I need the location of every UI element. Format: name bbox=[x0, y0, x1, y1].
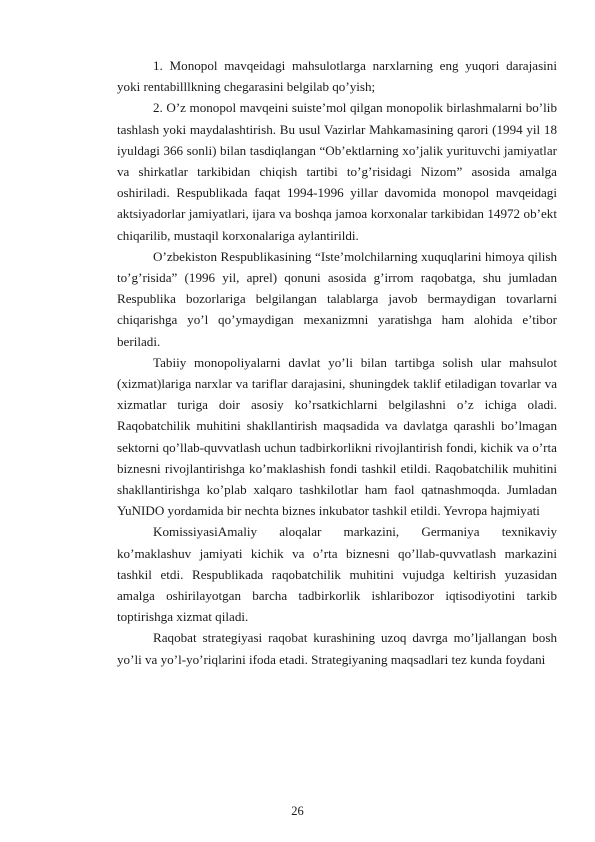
paragraph-4: Tabiiy monopoliyalarni davlat yo’li bilan tartibga solish ular mahsulot (xizmat)lariga narxlar va tariflar darajasini, shuningdek taklif etiladigan tovarlar va xizmatlar turiga doir asosiy ko’rsatkichlarni belgilashni o’z ichiga oladi. Raqobatchilik muhitini shakllantirish maqsadida va davlatga qarashli bo’lmagan sektorni qo’llab-quvvatlash uchun tadbirkorlikni rivojlantirish fondi, kichik va o’rta biznesni rivojlantirishga ko’maklashish fondi tashkil etildi. Raqobatchilik muhitini shakllantirishga ko’plab xalqaro tashkilotlar ham faol qatnashmoqda. Jumladan YuNIDO yordamida bir nechta biznes inkubator tashkil etildi. Yevropa hajmiyati bbox=[117, 354, 557, 519]
page-number: 26 bbox=[291, 804, 304, 818]
paragraph-2: 2. O’z monopol mavqeini suiste’mol qilgan monopolik birlashmalarni bo’lib tashlash yoki maydalashtirish. Bu usul Vazirlar Mahkamasining qarori (1994 yil 18 iyuldagi 366 sonli) bilan tasdiqlangan “Ob’ektlarning xo’jalik yurituvchi jamiyatlar va shirkatlar tarkibidan chiqish tartibi to’g’risidagi Nizom” asosida amalga oshiriladi. Respublikada faqat 1994-1996 yillar davomida monopol mavqeidagi aktsiyadorlar jamiyatlari, ijara va boshqa jamoa korxonalar tarkibidan 14972 ob’ekt chiqarilib, mustaqil korxonalariga aylantirildi. bbox=[117, 100, 557, 243]
paragraph-6: Raqobat strategiyasi raqobat kurashining uzoq davrga mo’ljallangan bosh yo’li va yo’l-yo’riqlarini ifoda etadi. Strategiyaning maqsadlari tez kunda foydani bbox=[117, 630, 557, 667]
paragraph-5: KomissiyasiAmaliy aloqalar markazini, Germaniya texnikaviy ko’maklashuv jamiyati kichik va o’rta biznesni qo’llab-quvvatlash markazini tashkil etdi. Respublikada raqobatchilik muhitini vujudga keltirish yuzasidan amalga oshirilayotgan barcha tadbirkorlik ishlaribozor iqtisodiyotini tarkib toptirishga xizmat qiladi. bbox=[117, 524, 557, 625]
paragraph-1: 1. Monopol mavqeidagi mahsulotlarga narxlarning eng yuqori darajasini yoki rentabilllkning chegarasini belgilab qo’yish; bbox=[117, 58, 557, 95]
paragraph-3: O’zbekiston Respublikasining “Iste’molchilarning xuquqlarini himoya qilish to’g’risida” (1996 yil, aprel) qonuni asosida g’irrom raqobatga, shu jumladan Respublika bozorlariga belgilangan talablarga javob bermaydigan tovarlarni chiqarishga yo’l qo’ymaydigan mexanizmni yaratishga ham alohida e’tibor beriladi. bbox=[117, 248, 557, 349]
body-text bbox=[117, 55, 557, 670]
